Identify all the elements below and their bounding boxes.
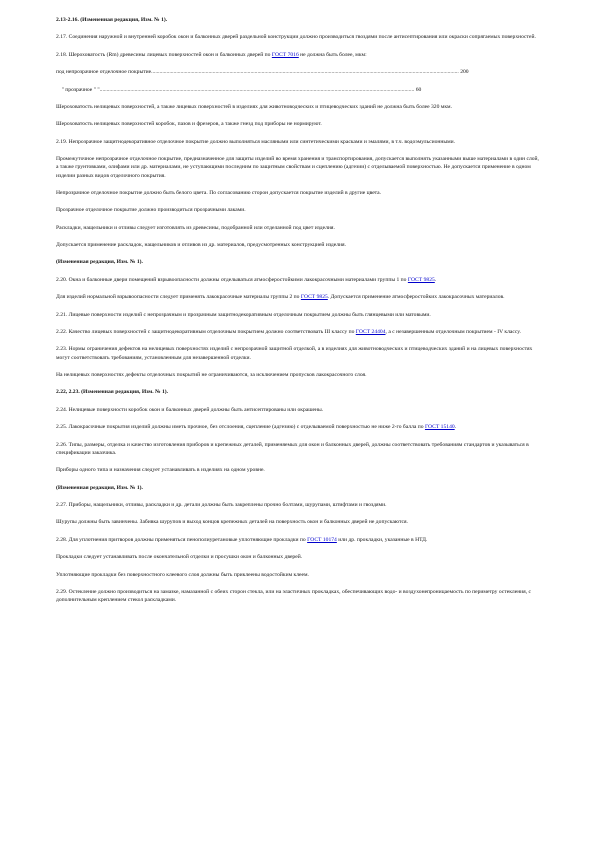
paragraph-p30 bbox=[56, 553, 539, 561]
paragraph-text: 2.25. Лакокрасочные покрытия изделий должны иметь прочное, без отслоения, сцепление (адгезию) с отделываемой поверхностью не ниже 2-го балла по bbox=[56, 424, 425, 431]
paragraph-text: (Измененная редакция, Изм. № 1). bbox=[56, 484, 143, 491]
paragraph-text: " прозрачное " "................................................................................................................................................................................................................................. 60 bbox=[56, 86, 422, 93]
paragraph-text: На нелицевых поверхностях дефекты отделочных покрытий не ограничиваются, за исключением пропусков лакокрасочного слоя. bbox=[56, 372, 367, 379]
gost-link[interactable]: ГОСТ 7016 bbox=[271, 51, 299, 58]
paragraph-p21 bbox=[56, 388, 539, 396]
paragraph-p22 bbox=[56, 406, 539, 414]
paragraph-p15 bbox=[56, 276, 539, 284]
gost-link[interactable]: ГОСТ 10174 bbox=[307, 536, 337, 543]
paragraph-text: 2.24. Нелицевые поверхности коробок окон и балконных дверей должны быть антисептированы или окрашены. bbox=[56, 406, 324, 413]
paragraph-text: Непрозрачное отделочное покрытие должно быть белого цвета. По согласованию сторон допускается покрытие изделий в другие цвета. bbox=[56, 189, 382, 196]
paragraph-text: Раскладки, нащельники и отливы следует изготовлять из древесины, подобранной или отделанной под цвет изделия. bbox=[56, 224, 335, 231]
paragraph-p24 bbox=[56, 441, 539, 457]
paragraph-text: 2.26. Типы, размеры, отделка и качество изготовления приборов и крепежных деталей, применяемых для окон и балконных дверей, должны соответствовать требованиям стандартов и указываться в спецификации заказчика. bbox=[56, 441, 529, 456]
gost-link[interactable]: ГОСТ 24404 bbox=[355, 329, 386, 336]
paragraph-p29 bbox=[56, 536, 539, 544]
paragraph-p19 bbox=[56, 345, 539, 361]
paragraph-text: 2.28. Для уплотнения притворов должны применяться пенополиуретановые уплотняющие прокладки по bbox=[56, 536, 308, 543]
paragraph-text: . bbox=[454, 424, 457, 431]
paragraph-p12 bbox=[56, 224, 539, 232]
paragraph-p23 bbox=[56, 423, 539, 431]
paragraph-text: 2.29. Остекление должно производиться на замазке, намазанной с обеих сторон стекла, или на эластичных прокладках, обеспечивающих водо- и воздухонепроницаемость по периметру остекления, с дополнительным креплением стекол раскладками. bbox=[56, 588, 532, 604]
paragraph-p14 bbox=[56, 258, 539, 266]
paragraph-p28 bbox=[56, 518, 539, 526]
paragraph-p20 bbox=[56, 371, 539, 379]
paragraph-text: Приборы одного типа и назначения следует устанавливать в изделиях на одном уровне. bbox=[56, 467, 265, 474]
paragraph-text: Уплотняющие прокладки без поверхностного клеевого слоя должны быть приклеены водостойким клеем. bbox=[56, 571, 309, 578]
paragraph-p04 bbox=[56, 68, 539, 76]
paragraph-p31 bbox=[56, 571, 539, 579]
paragraph-text: Для изделий нормальной взрывоопасности следует применять лакокрасочные материалы группы 2 по bbox=[56, 294, 301, 301]
paragraph-text: Прозрачное отделочное покрытие должно производиться прозрачными лаками. bbox=[56, 207, 246, 214]
gost-link[interactable]: ГОСТ 9825 bbox=[300, 294, 328, 301]
paragraph-p27 bbox=[56, 501, 539, 509]
paragraph-text: 2.18. Шероховатость (Rm) древесины лицевых поверхностей окон и балконных дверей по bbox=[56, 51, 272, 58]
document-body bbox=[56, 16, 539, 604]
paragraph-text: Допускается применение раскладок, нащельников и отливов из др. материалов, предусмотренных конструкцией изделия. bbox=[56, 242, 347, 249]
paragraph-p01 bbox=[56, 16, 539, 24]
paragraph-p16 bbox=[56, 293, 539, 301]
paragraph-text: или др. прокладки, указанные в НТД. bbox=[336, 536, 428, 543]
paragraph-p07 bbox=[56, 120, 539, 128]
paragraph-text: 2.20. Окна и балконные двери помещений взрывоопасности должны отделываться атмосферостойкими лакокрасочными материалами группы 1 по bbox=[56, 276, 408, 283]
paragraph-text: 2.22. Качество лицевых поверхностей с защитнодекоративным отделочным покрытием должно соответствовать III классу по bbox=[56, 329, 356, 336]
paragraph-text: Шурупы должны быть завинчены. Забивка шурупов и выход концов крепежных деталей на поверхность окон и балконных дверей не допускаются. bbox=[56, 519, 408, 526]
paragraph-text: 2.13-2.16. (Измененная редакция, Изм. № 1). bbox=[56, 17, 168, 23]
paragraph-p17 bbox=[56, 311, 539, 319]
paragraph-p05 bbox=[56, 86, 539, 94]
paragraph-p11 bbox=[56, 206, 539, 214]
paragraph-p09 bbox=[56, 155, 539, 180]
paragraph-p08 bbox=[56, 138, 539, 146]
paragraph-p13 bbox=[56, 241, 539, 249]
paragraph-text: 2.21. Лицевые поверхности изделий с непрозрачным и прозрачным защитнодекоративным отделочным покрытием должны быть глянцевыми или матовыми. bbox=[56, 311, 431, 318]
paragraph-text: Шероховатость нелицевых поверхностей, а также лицевых поверхностей в изделиях для животноводческих и птицеводческих зданий не должна быть более 320 мкм. bbox=[56, 103, 452, 110]
paragraph-text: Шероховатость нелицевых поверхностей коробок, пазов и фрезеров, а также гнезд под приборы не нормируют. bbox=[56, 121, 322, 128]
paragraph-p10 bbox=[56, 189, 539, 197]
paragraph-text: 2.22, 2.23. (Измененная редакция, Изм. № 1). bbox=[56, 389, 169, 396]
paragraph-text: , а с незавершенным отделочным покрытием - IV классу. bbox=[385, 329, 521, 336]
paragraph-text: 2.17. Соединения наружной и внутренней коробок окон и балконных дверей раздельной конструкции должно производиться гвоздями после антисептирования или окраски сопрягаемых поверхностей. bbox=[56, 34, 536, 41]
paragraph-text: . Допускается применение атмосферостойких лакокрасочных материалов. bbox=[327, 294, 505, 301]
paragraph-text: Прокладки следует устанавливать после окончательной отделки и просушки окон и балконных дверей. bbox=[56, 554, 303, 561]
paragraph-p26 bbox=[56, 484, 539, 492]
paragraph-p18 bbox=[56, 328, 539, 336]
paragraph-text: под непрозрачное отделочное покрытие............................................................................................................................................................................................................................ 200 bbox=[56, 69, 469, 76]
gost-link[interactable]: ГОСТ 15140 bbox=[424, 424, 455, 431]
paragraph-text: (Измененная редакция, Изм. № 1). bbox=[56, 259, 143, 266]
paragraph-text: 2.23. Нормы ограничения дефектов на нелицевых поверхностях изделий с непрозрачной защитной отделкой, а в изделиях для животноводческих и птицеводческих зданий и на лицевых поверхностях могут соответствовать требованиям, установленным для незавершенной отделки. bbox=[56, 346, 533, 361]
paragraph-text: не должна быть более, мкм: bbox=[298, 51, 367, 58]
paragraph-p32 bbox=[56, 588, 539, 604]
paragraph-p25 bbox=[56, 466, 539, 474]
gost-link[interactable]: ГОСТ 9825 bbox=[407, 276, 435, 283]
paragraph-text: Промежуточное непрозрачное отделочное покрытие, предназначенное для защиты изделий во время хранения и транспортирования, допускается выполнять указанными выше материалами в один слой, а также грунтовками, олифами или др. материалами, не уступающими последним по защитным свойствам и сцеплению (адгезии) с отделываемой поверхностью. Не допускается применение в одном изделии разных видов отделочного покрытия. bbox=[56, 156, 539, 179]
paragraph-text: . bbox=[434, 276, 437, 283]
paragraph-text: 2.19. Непрозрачное защитнодекоративное отделочное покрытие должно выполняться масляными или синтетическими красками и эмалями, в т.ч. водоэмульсионными. bbox=[56, 138, 456, 145]
paragraph-p03 bbox=[56, 51, 539, 59]
paragraph-text: 2.27. Приборы, нащельники, отливы, раскладки и др. детали должны быть закреплены прочно болтами, шурупами, штифтами и гвоздями. bbox=[56, 501, 387, 508]
paragraph-p06 bbox=[56, 103, 539, 111]
paragraph-p02 bbox=[56, 33, 539, 41]
